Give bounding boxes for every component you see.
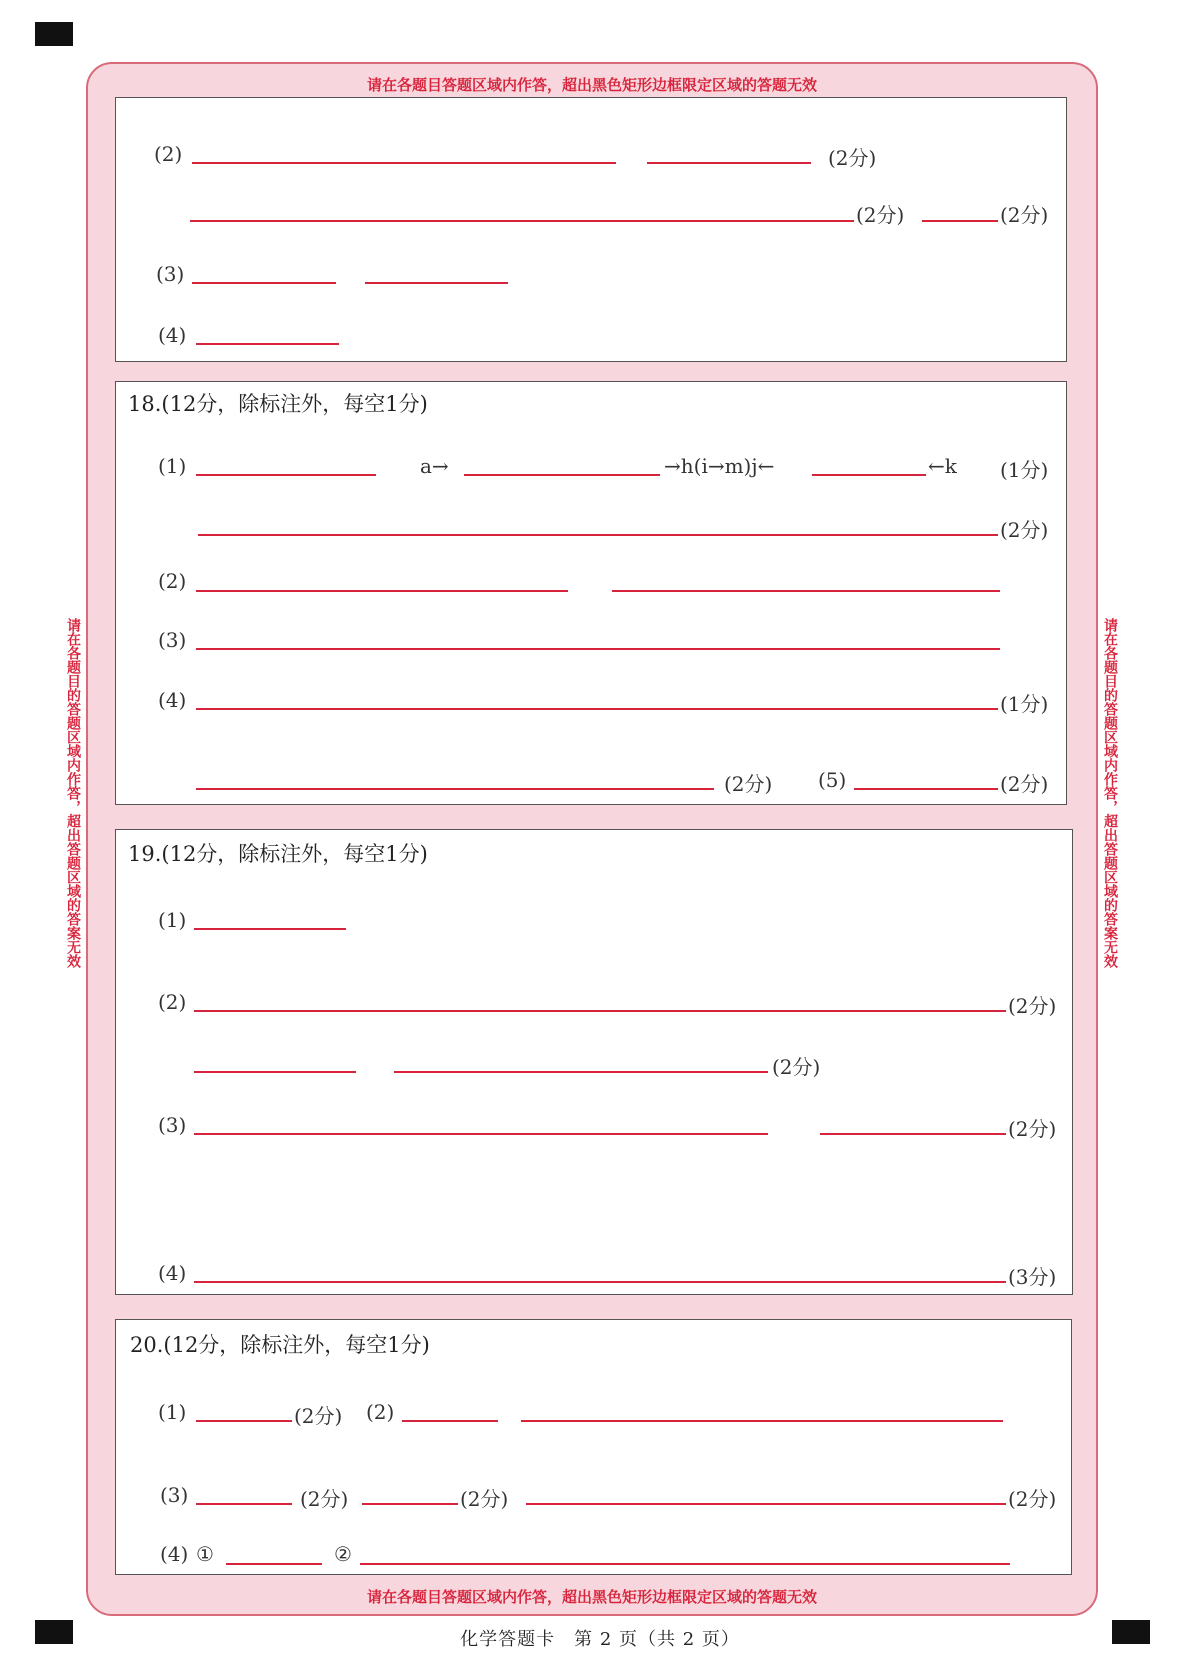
q18-sequence-mid: →h(i→m)j←	[664, 454, 775, 478]
q18-blank-1b[interactable]	[464, 474, 660, 476]
q20-blank-1[interactable]	[196, 1420, 292, 1422]
q18-part-5-label: (5)	[818, 768, 847, 792]
q19-header: 19.(12分，除标注外，每空1分)	[128, 842, 428, 866]
q17-blank-2b[interactable]	[647, 162, 811, 164]
q17-part-3-label: (3)	[156, 262, 185, 286]
q18-part-3-label: (3)	[158, 628, 187, 652]
q20-blank-2a[interactable]	[402, 1420, 498, 1422]
q18-part-1-label: (1)	[158, 454, 187, 478]
banner-top: 请在各题目答题区域内作答，超出黑色矩形边框限定区域的答题无效	[366, 76, 817, 94]
q20-part-4-label: (4)	[160, 1542, 189, 1566]
banner-bottom: 请在各题目答题区域内作答，超出黑色矩形边框限定区域的答题无效	[366, 1588, 817, 1606]
q18-score-5: (2分)	[1000, 772, 1049, 796]
q18-header: 18.(12分，除标注外，每空1分)	[128, 392, 428, 416]
page-footer: 化学答题卡 第 2 页（共 2 页）	[460, 1629, 740, 1650]
q19-part-2-label: (2)	[158, 990, 187, 1014]
q20-circle-2: ②	[334, 1542, 352, 1566]
q18-blank-4b[interactable]	[196, 788, 714, 790]
q17-blank-2c[interactable]	[190, 220, 854, 222]
q20-blank-4a[interactable]	[226, 1563, 322, 1565]
question-17-box	[115, 97, 1067, 362]
q20-score-3b: (2分)	[460, 1487, 509, 1511]
q20-score-1: (2分)	[294, 1404, 343, 1428]
q18-blank-4a[interactable]	[196, 708, 998, 710]
q19-score-2a: (2分)	[1008, 994, 1057, 1018]
q18-score-1b: (2分)	[1000, 518, 1049, 542]
q19-blank-3b[interactable]	[820, 1133, 1006, 1135]
q18-score-4a: (1分)	[1000, 692, 1049, 716]
q18-blank-1c[interactable]	[812, 474, 926, 476]
q17-part-4-label: (4)	[158, 323, 187, 347]
q19-score-3: (2分)	[1008, 1117, 1057, 1141]
q20-header: 20.(12分，除标注外，每空1分)	[130, 1333, 430, 1357]
q17-blank-3a[interactable]	[192, 282, 336, 284]
question-19-box	[115, 829, 1073, 1295]
q20-part-3-label: (3)	[160, 1483, 189, 1507]
q17-score-2a: (2分)	[828, 146, 877, 170]
q18-part-4-label: (4)	[158, 688, 187, 712]
q19-part-1-label: (1)	[158, 908, 187, 932]
q18-sequence-k: ←k	[928, 454, 957, 478]
q20-blank-2b[interactable]	[521, 1420, 1003, 1422]
q18-blank-5[interactable]	[854, 788, 998, 790]
q17-blank-4[interactable]	[196, 343, 339, 345]
q18-blank-1a[interactable]	[196, 474, 376, 476]
q20-blank-3c[interactable]	[526, 1503, 1006, 1505]
q18-score-4b: (2分)	[724, 772, 773, 796]
q20-blank-4b[interactable]	[360, 1563, 1010, 1565]
q17-blank-2a[interactable]	[192, 162, 616, 164]
q18-blank-2b[interactable]	[612, 590, 1000, 592]
q18-score-1a: (1分)	[1000, 458, 1049, 482]
registration-mark-top-left	[35, 22, 73, 46]
q18-blank-3[interactable]	[196, 648, 1000, 650]
q20-part-1-label: (1)	[158, 1400, 187, 1424]
q17-score-2b: (2分)	[856, 203, 905, 227]
q19-blank-3a[interactable]	[194, 1133, 768, 1135]
q19-blank-2b[interactable]	[194, 1071, 356, 1073]
question-20-box	[115, 1319, 1072, 1575]
q20-circle-1: ①	[196, 1542, 214, 1566]
q19-score-4: (3分)	[1008, 1265, 1057, 1289]
side-note-right: 请在各题目的答题区域内作答，超出答题区域的答案无效	[1102, 618, 1118, 968]
q19-blank-2c[interactable]	[394, 1071, 768, 1073]
q17-blank-2d[interactable]	[922, 220, 998, 222]
q20-score-3a: (2分)	[300, 1487, 349, 1511]
q17-part-2-label: (2)	[154, 142, 183, 166]
q19-score-2b: (2分)	[772, 1055, 821, 1079]
q20-score-3c: (2分)	[1008, 1487, 1057, 1511]
q17-blank-3b[interactable]	[365, 282, 508, 284]
q18-part-2-label: (2)	[158, 569, 187, 593]
q18-a-arrow: a→	[420, 454, 449, 478]
q19-blank-2a[interactable]	[194, 1010, 1006, 1012]
q19-part-3-label: (3)	[158, 1113, 187, 1137]
q19-blank-4[interactable]	[194, 1281, 1006, 1283]
q19-blank-1[interactable]	[194, 928, 346, 930]
question-18-box	[115, 381, 1067, 805]
q18-blank-2a[interactable]	[196, 590, 568, 592]
side-note-left: 请在各题目的答题区域内作答，超出答题区域的答案无效	[65, 618, 81, 968]
q18-blank-1d[interactable]	[198, 534, 998, 536]
q20-part-2-label: (2)	[366, 1400, 395, 1424]
q19-part-4-label: (4)	[158, 1261, 187, 1285]
q20-blank-3a[interactable]	[196, 1503, 292, 1505]
q17-score-2c: (2分)	[1000, 203, 1049, 227]
q20-blank-3b[interactable]	[362, 1503, 458, 1505]
